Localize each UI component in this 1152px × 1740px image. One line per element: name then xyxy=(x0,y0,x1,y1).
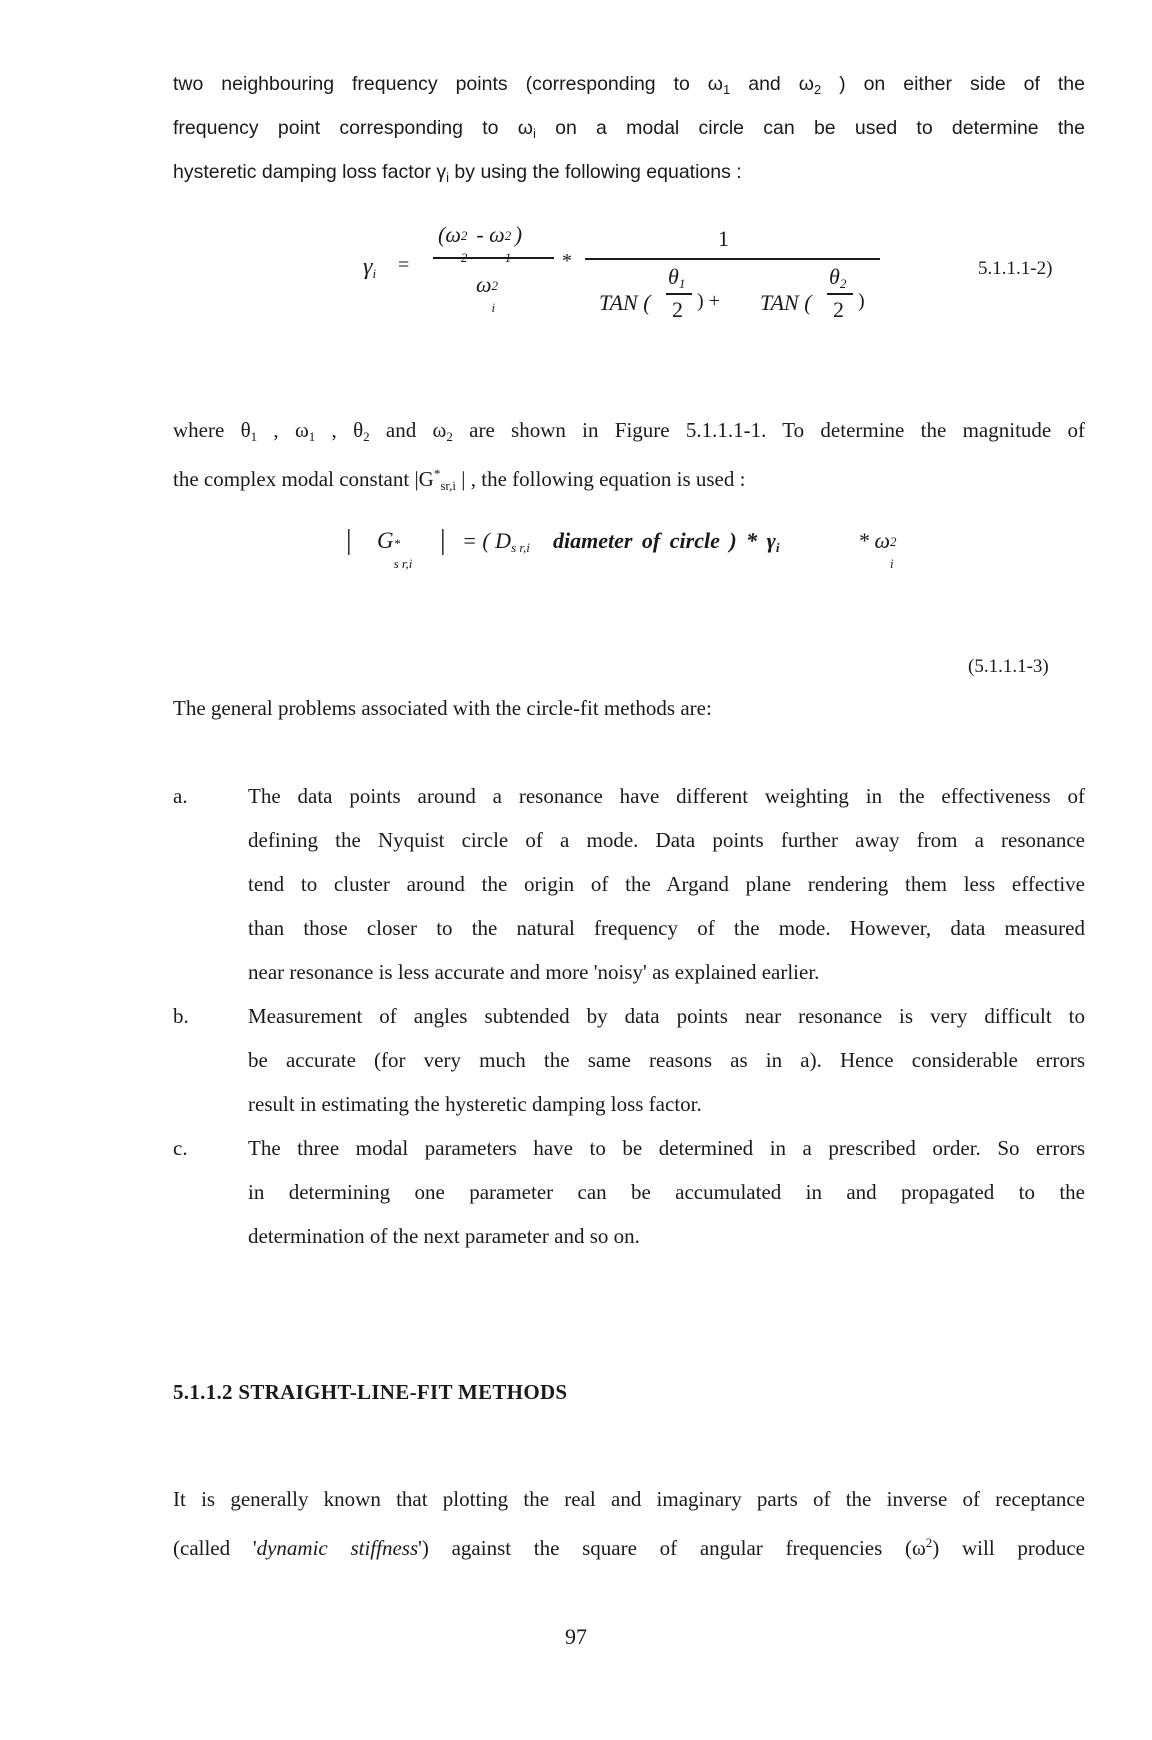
eq2-equals: = xyxy=(398,254,410,276)
eq2-two-1: 2 xyxy=(672,297,683,322)
equation-number-3: (5.1.1.1-3) xyxy=(968,656,1049,677)
list-b-line-1: Measurement of angles subtended by data points near resonance is very difficult to xyxy=(248,1004,1085,1028)
eq2-theta-2: $\theta_2$ xyxy=(829,264,847,291)
list-c-line-3: determination of the next parameter and so on. xyxy=(248,1224,640,1248)
eq3-g: G * s r,i xyxy=(377,528,413,571)
eq3-rhs-diameter: diameter of circle ) * $\gamma_i$ xyxy=(553,528,780,555)
eq2-close: ) xyxy=(858,290,865,312)
equation-number-2: 5.1.1.1-2) xyxy=(978,258,1053,279)
list-a-line-5: near resonance is less accurate and more 'noisy' as explained earlier. xyxy=(248,960,820,984)
eq2-lhs: $\gamma_i$ xyxy=(363,254,377,281)
where-line-2: the complex modal constant $|G^*_{sr,i}$ | , the following equation is used : xyxy=(173,466,746,493)
closing-line-2: (called 'dynamic stiffness') against the square of angular frequencies $(\omega^2)$ will produce xyxy=(173,1535,1085,1560)
eq2-theta-1: $\theta_1$ xyxy=(668,264,686,291)
list-b-line-3: result in estimating the hysteretic damping loss factor. xyxy=(248,1092,702,1116)
page-number: 97 xyxy=(565,1624,587,1649)
list-a-line-2: defining the Nyquist circle of a mode. Data points further away from a resonance xyxy=(248,828,1085,852)
eq3-rhs-omega: * ω 2 i xyxy=(858,528,897,571)
problems-intro: The general problems associated with the circle-fit methods are: xyxy=(173,696,712,720)
eq2-fraction-bar-1 xyxy=(433,257,554,259)
list-a-line-3: tend to cluster around the origin of the Argand plane rendering them less effective xyxy=(248,872,1085,896)
list-label-a: a. xyxy=(173,784,188,808)
list-b-line-2: be accurate (for very much the same reasons as in a). Hence considerable errors xyxy=(248,1048,1085,1072)
eq2-half-bar-2 xyxy=(827,293,853,295)
list-a-line-1: The data points around a resonance have different weighting in the effectiveness of xyxy=(248,784,1085,808)
list-c-line-2: in determining one parameter can be accumulated in and propagated to the xyxy=(248,1180,1085,1204)
list-a-line-4: than those closer to the natural frequency of the mode. However, data measured xyxy=(248,916,1085,940)
eq3-abs-open: | xyxy=(346,525,352,556)
eq2-fraction-bar-2 xyxy=(585,258,880,260)
eq2-two-2: 2 xyxy=(833,297,844,322)
eq2-times: * xyxy=(562,250,572,272)
list-c-line-1: The three modal parameters have to be determined in a prescribed order. So errors xyxy=(248,1136,1085,1160)
list-label-c: c. xyxy=(173,1136,188,1160)
eq2-tan-2: TAN ( xyxy=(760,290,812,315)
intro-line-2: frequency point corresponding to $\omega_i$ on a modal circle can be used to determine the xyxy=(173,117,1085,141)
eq2-numerator: (ω 2 - ω 2 ) xyxy=(438,222,523,247)
where-line-1: where $\theta_1$ , $\omega_1$ , $\theta_2$ and $\omega_2$ are shown in Figure 5.1.1.1-1. To determine the magnitude of xyxy=(173,418,1085,444)
eq2-close-plus: ) + xyxy=(697,290,720,312)
eq2-denominator: ω 2 i xyxy=(476,272,499,315)
list-label-b: b. xyxy=(173,1004,189,1028)
eq2-tan-1: TAN ( xyxy=(599,290,651,315)
closing-line-1: It is generally known that plotting the real and imaginary parts of the inverse of receptance xyxy=(173,1487,1085,1511)
eq3-abs-close: | xyxy=(440,525,446,556)
eq2-one: 1 xyxy=(718,226,729,251)
intro-line-3: hysteretic damping loss factor $\gamma_i$ by using the following equations : xyxy=(173,161,742,185)
intro-line-1: two neighbouring frequency points (corresponding to $\omega_1$ and $\omega_2$ ) on either side of the xyxy=(173,73,1085,97)
section-heading: 5.1.1.2 STRAIGHT-LINE-FIT METHODS xyxy=(173,1380,568,1404)
eq3-rhs-d: = ( $D_{s r,i}$ xyxy=(462,528,530,555)
eq2-half-bar-1 xyxy=(666,293,692,295)
